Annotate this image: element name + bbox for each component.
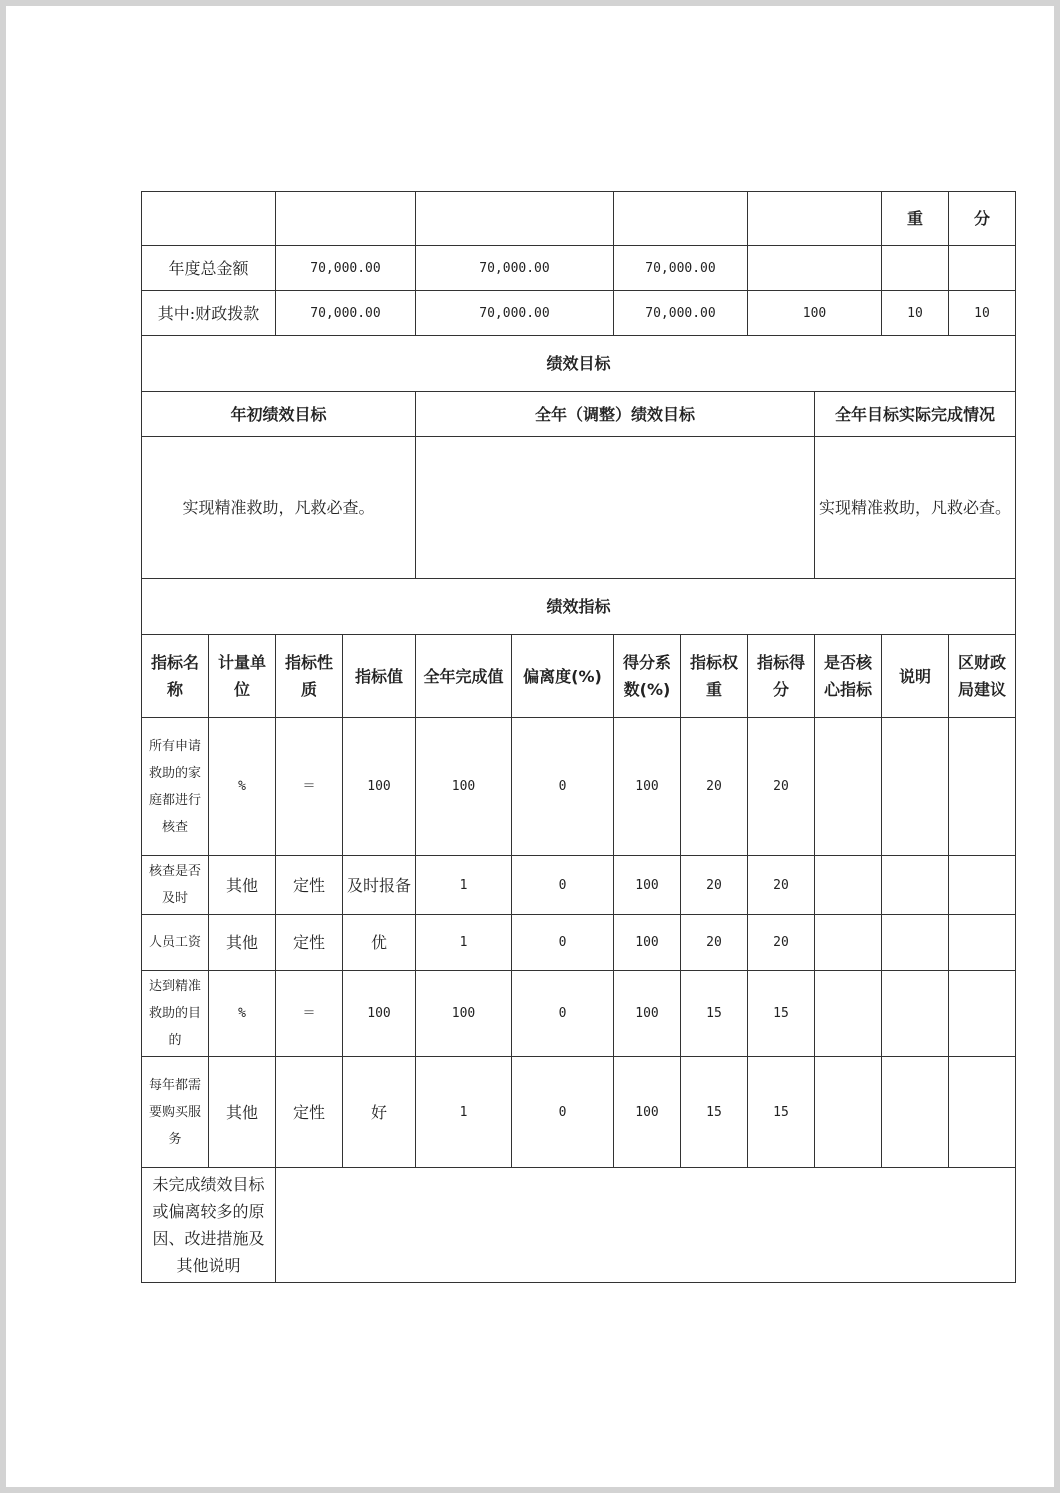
indicator-unit: 其他 xyxy=(209,915,276,971)
fund-value: 70,000.00 xyxy=(416,246,614,291)
indicator-advice xyxy=(949,718,1016,856)
indicator-weight: 20 xyxy=(681,856,748,915)
indicator-score: 20 xyxy=(748,718,815,856)
indicator-desc xyxy=(882,718,949,856)
indicator-deviation: 0 xyxy=(512,718,614,856)
indicators-title-row xyxy=(142,579,1016,635)
indicator-desc xyxy=(882,971,949,1057)
indicator-header-row xyxy=(142,635,1016,718)
footer-row xyxy=(142,1168,1016,1283)
indicator-deviation: 0 xyxy=(512,971,614,1057)
indicator-unit: 其他 xyxy=(209,1057,276,1168)
indicator-coef: 100 xyxy=(614,915,681,971)
indicator-name: 核查是否及时 xyxy=(142,856,209,915)
goal-text-actual: 实现精准救助，凡救必查。 xyxy=(815,437,1016,579)
indicator-core xyxy=(815,971,882,1057)
indicator-deviation: 0 xyxy=(512,915,614,971)
indicator-nature: ＝ xyxy=(276,971,343,1057)
indicator-row xyxy=(142,718,1016,856)
indicator-core xyxy=(815,915,882,971)
partial-header-row xyxy=(142,192,1016,246)
indicator-core xyxy=(815,1057,882,1168)
indicator-core xyxy=(815,718,882,856)
indicator-unit: % xyxy=(209,718,276,856)
indicator-value: 及时报备 xyxy=(343,856,416,915)
indicator-value: 100 xyxy=(343,718,416,856)
indicator-coef: 100 xyxy=(614,1057,681,1168)
goal-text-adjusted xyxy=(416,437,815,579)
indicator-deviation: 0 xyxy=(512,1057,614,1168)
indicator-coef: 100 xyxy=(614,971,681,1057)
goal-header-adjusted: 全年（调整）绩效目标 xyxy=(416,392,815,437)
partial-cell xyxy=(142,192,276,246)
partial-header-score: 分 xyxy=(949,192,1016,246)
fund-label: 年度总金额 xyxy=(142,246,276,291)
fund-value: 70,000.00 xyxy=(276,246,416,291)
indicator-name: 每年都需要购买服务 xyxy=(142,1057,209,1168)
col-header-value: 指标值 xyxy=(343,635,416,718)
goal-header-initial: 年初绩效目标 xyxy=(142,392,416,437)
col-header-desc: 说明 xyxy=(882,635,949,718)
indicator-actual: 1 xyxy=(416,856,512,915)
fund-value: 100 xyxy=(748,291,882,336)
fund-value: 70,000.00 xyxy=(416,291,614,336)
indicator-desc xyxy=(882,915,949,971)
partial-cell xyxy=(748,192,882,246)
col-header-advice: 区财政局建议 xyxy=(949,635,1016,718)
indicator-score: 20 xyxy=(748,856,815,915)
indicator-desc xyxy=(882,1057,949,1168)
goals-content-row xyxy=(142,437,1016,579)
indicator-actual: 1 xyxy=(416,1057,512,1168)
performance-table xyxy=(141,191,1016,1283)
indicator-nature: 定性 xyxy=(276,1057,343,1168)
col-header-core: 是否核心指标 xyxy=(815,635,882,718)
indicator-nature: 定性 xyxy=(276,856,343,915)
fund-value xyxy=(882,246,949,291)
goals-header-row xyxy=(142,392,1016,437)
indicator-row xyxy=(142,1057,1016,1168)
indicator-row xyxy=(142,856,1016,915)
indicator-value: 优 xyxy=(343,915,416,971)
indicator-score: 15 xyxy=(748,971,815,1057)
indicator-name: 人员工资 xyxy=(142,915,209,971)
fund-row-finance xyxy=(142,291,1016,336)
footer-text xyxy=(276,1168,1016,1283)
indicator-unit: 其他 xyxy=(209,856,276,915)
fund-value: 70,000.00 xyxy=(276,291,416,336)
indicator-advice xyxy=(949,971,1016,1057)
section-title-goals: 绩效目标 xyxy=(142,336,1016,392)
indicator-coef: 100 xyxy=(614,718,681,856)
indicator-row xyxy=(142,971,1016,1057)
goals-title-row xyxy=(142,336,1016,392)
partial-cell xyxy=(276,192,416,246)
indicator-name: 所有申请救助的家庭都进行核查 xyxy=(142,718,209,856)
document-page xyxy=(6,6,1054,1487)
fund-value: 10 xyxy=(949,291,1016,336)
goal-header-actual: 全年目标实际完成情况 xyxy=(815,392,1016,437)
indicator-advice xyxy=(949,915,1016,971)
indicator-nature: 定性 xyxy=(276,915,343,971)
indicator-core xyxy=(815,856,882,915)
indicator-advice xyxy=(949,856,1016,915)
indicator-nature: ＝ xyxy=(276,718,343,856)
fund-value xyxy=(748,246,882,291)
fund-value xyxy=(949,246,1016,291)
col-header-deviation: 偏离度(%) xyxy=(512,635,614,718)
fund-label: 其中:财政拨款 xyxy=(142,291,276,336)
col-header-coef: 得分系数(%) xyxy=(614,635,681,718)
indicator-actual: 100 xyxy=(416,718,512,856)
indicator-value: 好 xyxy=(343,1057,416,1168)
indicator-weight: 20 xyxy=(681,915,748,971)
partial-cell xyxy=(614,192,748,246)
goal-text-initial: 实现精准救助，凡救必查。 xyxy=(142,437,416,579)
fund-value: 70,000.00 xyxy=(614,246,748,291)
col-header-score: 指标得分 xyxy=(748,635,815,718)
indicator-coef: 100 xyxy=(614,856,681,915)
indicator-name: 达到精准救助的目的 xyxy=(142,971,209,1057)
indicator-desc xyxy=(882,856,949,915)
fund-value: 10 xyxy=(882,291,949,336)
indicator-deviation: 0 xyxy=(512,856,614,915)
indicator-score: 20 xyxy=(748,915,815,971)
col-header-nature: 指标性质 xyxy=(276,635,343,718)
indicator-weight: 15 xyxy=(681,1057,748,1168)
partial-header-weight: 重 xyxy=(882,192,949,246)
indicator-advice xyxy=(949,1057,1016,1168)
col-header-name: 指标名称 xyxy=(142,635,209,718)
indicator-actual: 1 xyxy=(416,915,512,971)
indicator-unit: % xyxy=(209,971,276,1057)
indicator-score: 15 xyxy=(748,1057,815,1168)
indicator-weight: 15 xyxy=(681,971,748,1057)
col-header-unit: 计量单位 xyxy=(209,635,276,718)
indicator-actual: 100 xyxy=(416,971,512,1057)
indicator-weight: 20 xyxy=(681,718,748,856)
fund-value: 70,000.00 xyxy=(614,291,748,336)
footer-label: 未完成绩效目标或偏离较多的原因、改进措施及其他说明 xyxy=(142,1168,276,1283)
indicator-value: 100 xyxy=(343,971,416,1057)
partial-cell xyxy=(416,192,614,246)
indicator-row xyxy=(142,915,1016,971)
fund-row-total xyxy=(142,246,1016,291)
section-title-indicators: 绩效指标 xyxy=(142,579,1016,635)
col-header-weight: 指标权重 xyxy=(681,635,748,718)
col-header-actual: 全年完成值 xyxy=(416,635,512,718)
